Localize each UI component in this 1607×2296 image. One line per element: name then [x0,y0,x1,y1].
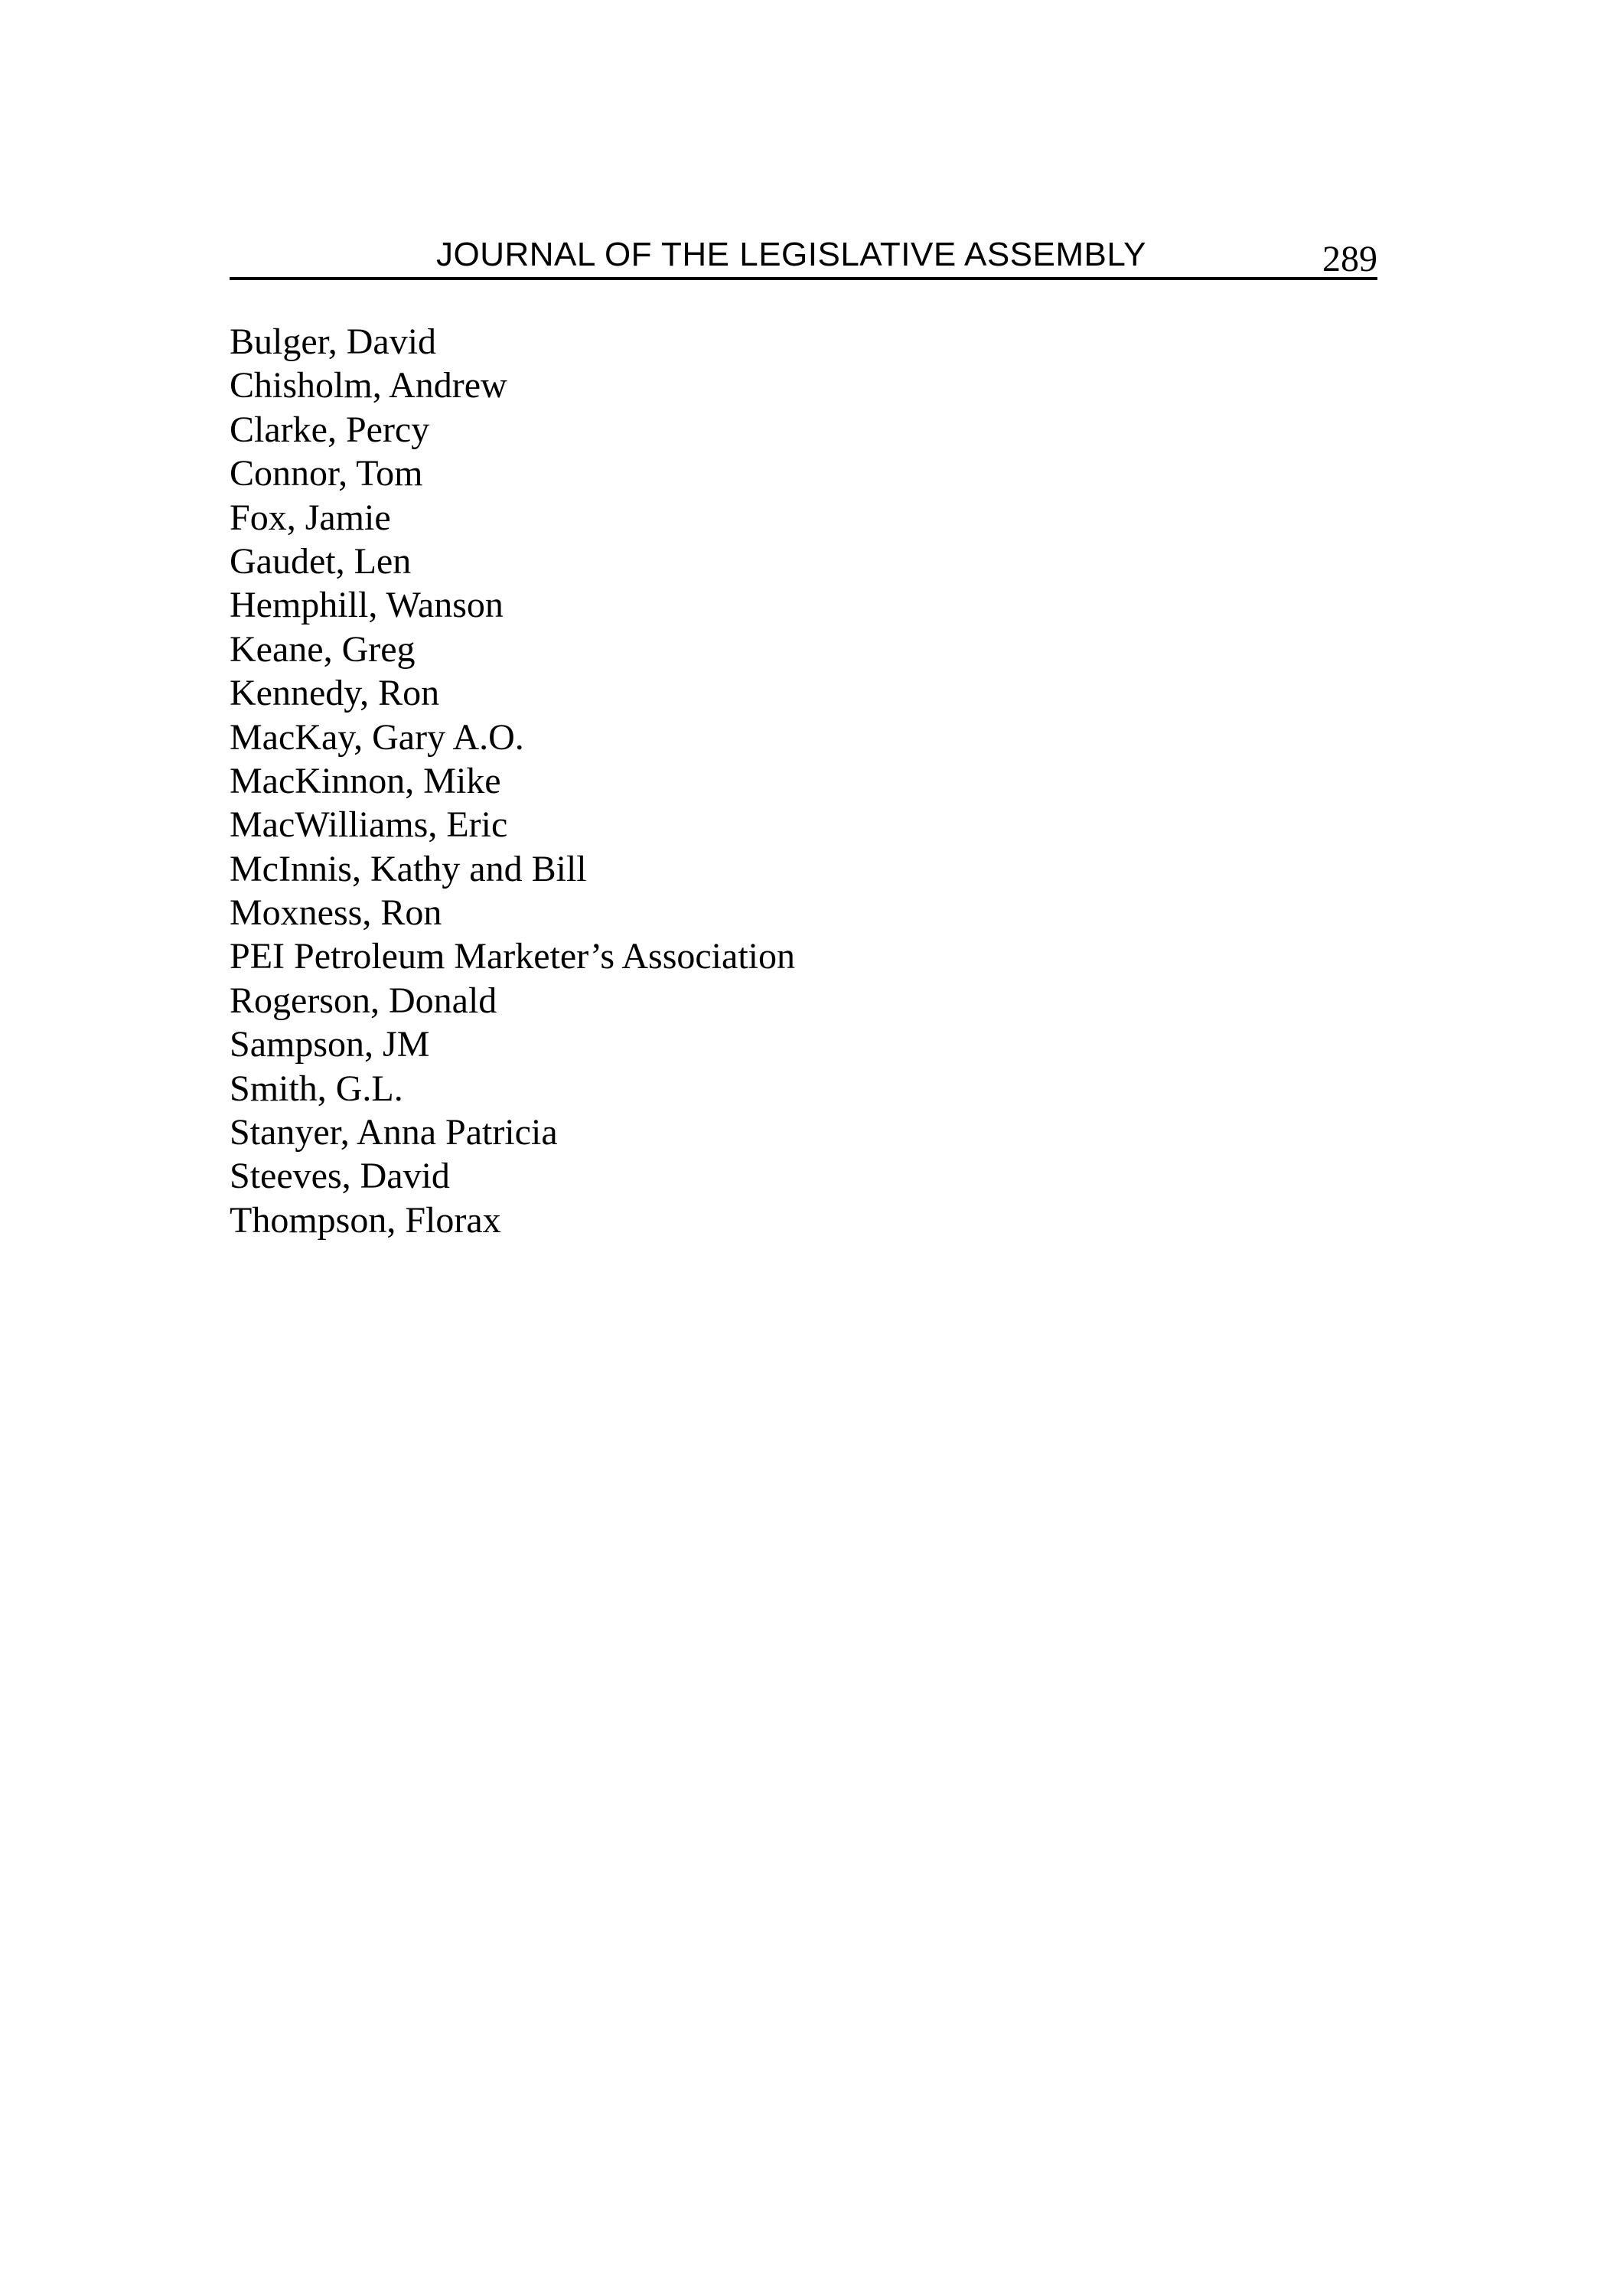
list-item: Clarke, Percy [230,409,430,450]
list-item: MacKinnon, Mike [230,760,501,801]
list-item: Rogerson, Donald [230,980,497,1021]
list-item: Sampson, JM [230,1024,430,1065]
list-item: Steeves, David [230,1156,450,1197]
list-item: MacWilliams, Eric [230,804,508,846]
list-item: Fox, Jamie [230,497,391,538]
journal-title: JOURNAL OF THE LEGISLATIVE ASSEMBLY [436,236,1146,273]
page-number: 289 [1322,239,1377,279]
list-item: Hemphill, Wanson [230,585,504,626]
list-item: Moxness, Ron [230,892,442,934]
name-list [230,320,795,1242]
list-item: MacKay, Gary A.O. [230,716,524,758]
list-item: Gaudet, Len [230,540,412,582]
list-item: Bulger, David [230,321,437,362]
list-item: Stanyer, Anna Patricia [230,1112,558,1153]
list-item: Thompson, Florax [230,1199,501,1241]
list-item: Chisholm, Andrew [230,365,507,406]
list-item: PEI Petroleum Marketer’s Association [230,936,795,977]
list-item: Keane, Greg [230,628,416,670]
list-item: McInnis, Kathy and Bill [230,848,587,889]
list-item: Connor, Tom [230,453,423,494]
list-item: Kennedy, Ron [230,673,440,714]
list-item: Smith, G.L. [230,1068,403,1109]
running-header [230,223,1377,280]
